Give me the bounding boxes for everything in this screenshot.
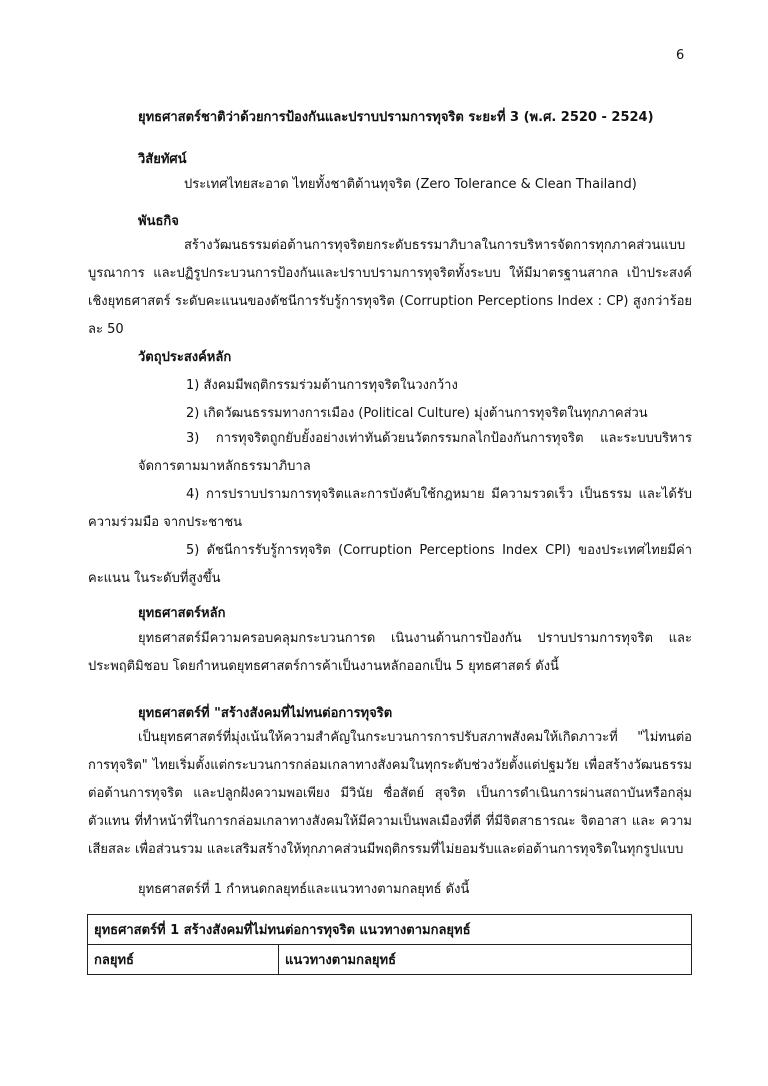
vision-heading: วิสัยทัศน์ [138,152,187,167]
objective-item-5: 5) ดัชนีการรับรู้การทุจริต (Corruption Perceptions Index CPI) ของประเทศไทยมีค่าคะแนน ในระดับที่สูงขึ้น [88,543,692,586]
mission-text: สร้างวัฒนธรรมต่อต้านการทุจริตยกระดับธรรมาภิบาลในการบริหารจัดการทุกภาคส่วนแบบบูรณาการ และปฏิรูปกระบวนการป้องกันและปราบปรามการทุจริตทั้งระบบ ให้มีมาตรฐานสากล เป้าประสงค์เชิงยุทธศาสตร์ ระดับคะแนนของดัชนีการรับรู้การทุจริต (Corruption Perceptions Index : CP) สูงกว่าร้อยละ 50 [88,238,692,337]
table-col-strategy: กลยุทธ์ [88,945,279,975]
table-row [88,945,692,975]
page-number: 6 [676,48,685,63]
main-strategy-heading: ยุทธศาสตร์หลัก [138,606,226,621]
table-header-row [88,915,692,945]
table-header: ยุทธศาสตร์ที่ 1 สร้างสังคมที่ไม่ทนต่อการทุจริต แนวทางตามกลยุทธ์ [88,915,692,945]
objective-item-3: 3) การทุจริตถูกยับยั้งอย่างเท่าทันด้วยนวัตกรรมกลไกป้องกันการทุจริต และระบบบริหารจัดการตามมาหลักธรรมาภิบาล [138,431,692,474]
strategy1-text: เป็นยุทธศาสตร์ที่มุ่งเน้นให้ความสำคัญในกระบวนการการปรับสภาพสังคมให้เกิดภาวะที่ "ไม่ทนต่อการทุจริต" ไทยเริ่มตั้งแต่กระบวนการกล่อมเกลาทางสังคมในทุกระดับช่วงวัยตั้งแต่ปฐมวัย เพื่อสร้างวัฒนธรรมต่อต้านการทุจริต และปลูกฝังความพอเพียง มีวินัย ซื่อสัตย์ สุจริต เป็นการดำเนินการผ่านสถาบันหรือกลุ่มตัวแทน ที่ทำหน้าที่ในการกล่อมเกลาทางสังคมให้มีความเป็นพลเมืองที่ดี ที่มีจิตสาธารณะ จิตอาสา และ ความเสียสละ เพื่อส่วนรวม และเสริมสร้างให้ทุกภาคส่วนมีพฤติกรรมที่ไม่ยอมรับและต่อต้านการทุจริตในทุกรูปแบบ [88,730,692,857]
strategy1-heading: ยุทธศาสตร์ที่ "สร้างสังคมที่ไม่ทนต่อการทุจริต [138,706,393,721]
vision-text: ประเทศไทยสะอาด ไทยทั้งชาติต้านทุจริต (Zero Tolerance & Clean Thailand) [184,177,637,192]
page-title: ยุทธศาสตร์ชาติว่าด้วยการป้องกันและปราบปรามการทุจริต ระยะที่ 3 (พ.ศ. 2520 - 2524) [138,110,654,125]
objective-item-2: 2) เกิดวัฒนธรรมทางการเมือง (Political Culture) มุ่งต้านการทุจริตในทุกภาคส่วน [186,406,648,421]
mission-heading: พันธกิจ [138,214,179,229]
table-col-guideline: แนวทางตามกลยุทธ์ [279,945,692,975]
main-strategy-text: ยุทธศาสตร์มีความครอบคลุมกระบวนการด เนินงานด้านการป้องกัน ปราบปรามการทุจริต และประพฤติมิชอบ โดยกำหนดยุทธศาสตร์การค้าเป็นงานหลักออกเป็น 5 ยุทธศาสตร์ ดังนี้ [88,631,692,674]
objective-item-1: 1) สังคมมีพฤติกรรมร่วมต้านการทุจริตในวงกว้าง [186,378,458,393]
objective-item-4: 4) การปราบปรามการทุจริตและการบังคับใช้กฎหมาย มีความรวดเร็ว เป็นธรรม และได้รับความร่วมมือ จากประชาชน [88,487,692,530]
strategy-table [87,914,692,975]
strategy1-intro: ยุทธศาสตร์ที่ 1 กำหนดกลยุทธ์และแนวทางตามกลยุทธ์ ดังนี้ [138,882,470,897]
objectives-heading: วัตถุประสงค์หลัก [138,350,232,365]
